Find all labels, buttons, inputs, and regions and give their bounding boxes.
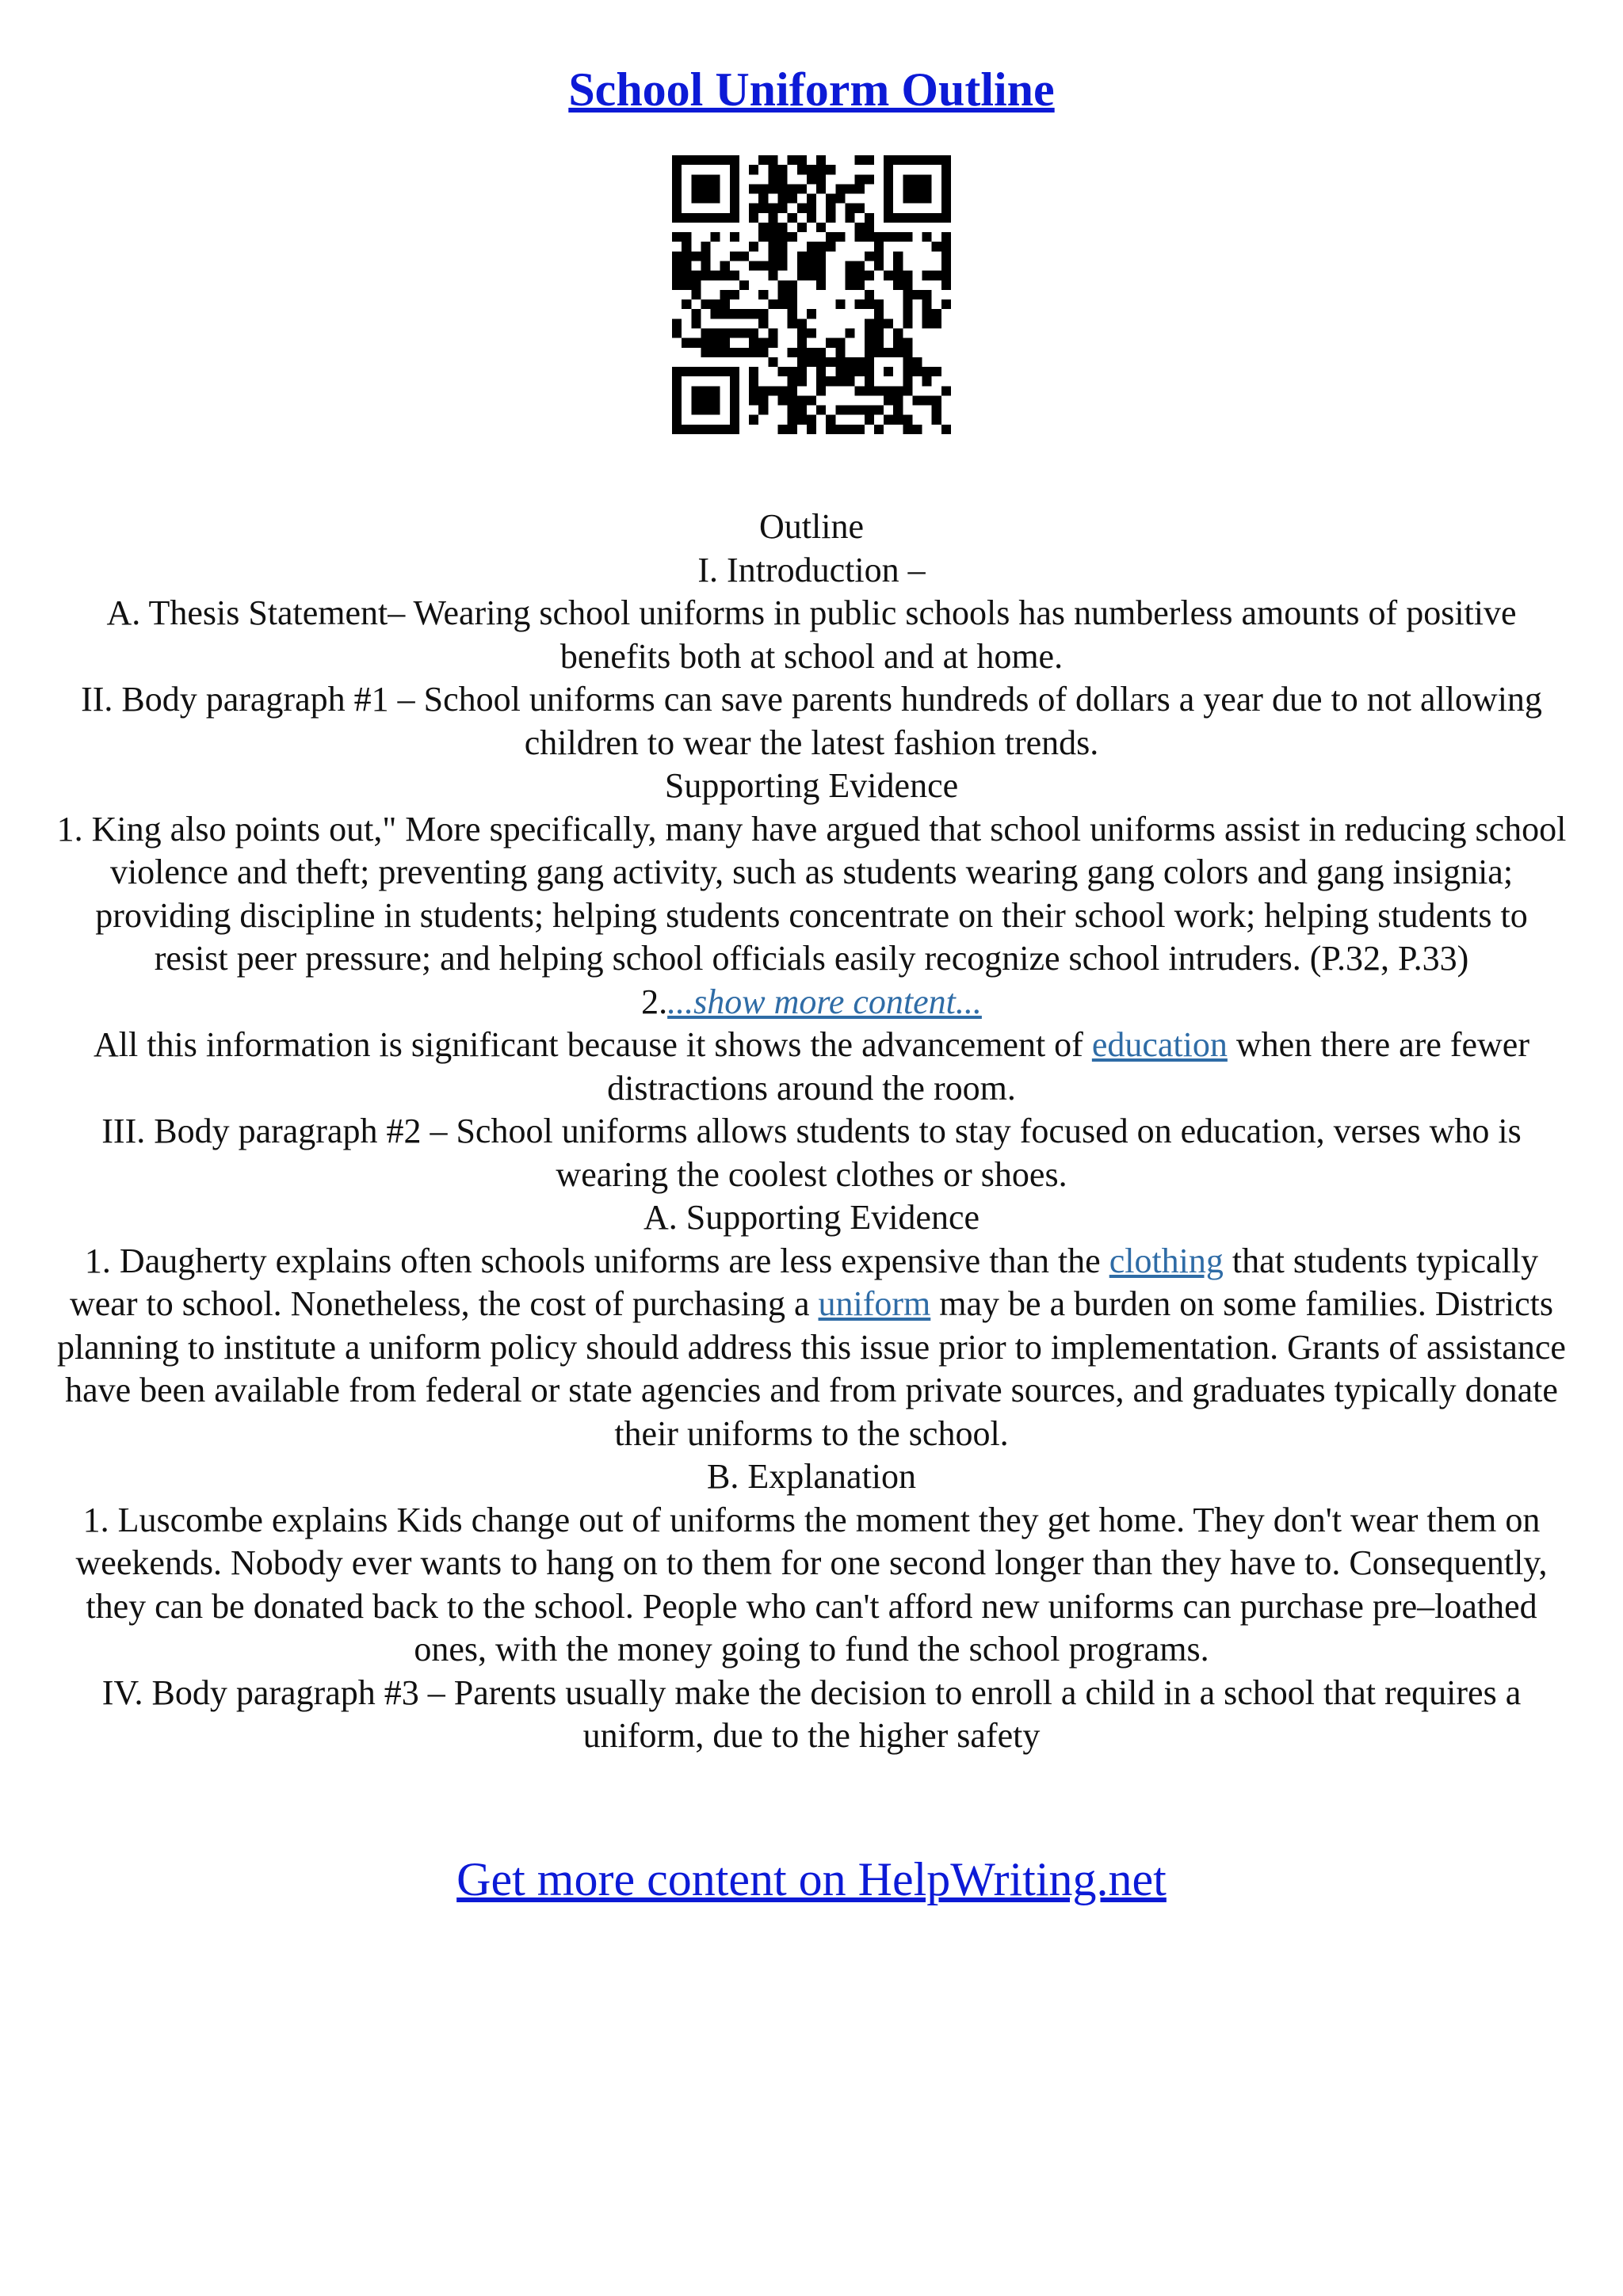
daugherty-part-3: may be a burden on some families. Districts planning to institute a uniform policy should address this issue prior to implementation. Grants of assistance have been available from federal or state agencies and from private sources, and graduates typically donate their uniforms to the school. xyxy=(57,1284,1566,1453)
daugherty-part-1: 1. Daugherty explains often schools uniforms are less expensive than the xyxy=(84,1241,1109,1280)
daugherty-part-2: that students typically wear to school. Nonetheless, the cost of purchasing a xyxy=(69,1241,1539,1323)
thesis-statement: A. Thesis Statement– Wearing school uniforms in public schools has numberless amounts of positive benefits both at school and at home. xyxy=(106,593,1517,676)
education-link[interactable]: education xyxy=(1091,1025,1228,1064)
significance-after: when there are fewer distractions around the room. xyxy=(607,1025,1529,1108)
outline-heading: Outline xyxy=(759,507,864,546)
supporting-evidence-a-heading: A. Supporting Evidence xyxy=(643,1198,980,1237)
get-more-content-link[interactable]: Get more content on HelpWriting.net xyxy=(456,1853,1167,1905)
body-paragraph-3: IV. Body paragraph #3 – Parents usually make the decision to enroll a child in a school that requires a uniform, due to the higher safety xyxy=(101,1672,1522,1755)
cta-line xyxy=(0,1846,1623,1913)
body-paragraph-1: II. Body paragraph #1 – School uniforms can save parents hundreds of dollars a year due to not allowing children to wear the latest fashion trends. xyxy=(81,680,1542,762)
title-link[interactable]: School Uniform Outline xyxy=(568,63,1055,116)
explanation-b-heading: B. Explanation xyxy=(707,1457,916,1496)
clothing-link[interactable]: clothing xyxy=(1109,1241,1224,1280)
supporting-evidence-heading: Supporting Evidence xyxy=(664,766,959,805)
qr-code-icon xyxy=(672,155,951,434)
show-more-link[interactable]: ...show more content... xyxy=(667,982,982,1021)
introduction-heading: I. Introduction – xyxy=(697,550,926,589)
significance-before: All this information is significant because it shows the advancement of xyxy=(94,1025,1092,1064)
item-2 xyxy=(55,981,1568,1024)
significance-text xyxy=(55,1024,1568,1110)
body-paragraph-2: III. Body paragraph #2 – School uniforms allows students to stay focused on education, verses who is wearing the coolest clothes or shoes. xyxy=(101,1112,1522,1194)
uniform-link[interactable]: uniform xyxy=(818,1284,931,1323)
luscombe-text: 1. Luscombe explains Kids change out of uniforms the moment they get home. They don't wear them on weekends. Nobody ever wants to hang on to them for one second longer than they have to. Consequently, they can be donated back to the school. People who can't afford new uniforms can purchase pre–loathed ones, with the money going to fund the school programs. xyxy=(75,1500,1548,1669)
daugherty-text xyxy=(55,1240,1568,1456)
page-title xyxy=(0,54,1623,125)
item-2-number: 2. xyxy=(641,982,668,1021)
outline-body xyxy=(55,505,1568,1758)
king-quote: 1. King also points out," More specifically, many have argued that school uniforms assist in reducing school violence and theft; preventing gang activity, such as students wearing gang colors and gang insignia; providing discipline in students; helping students concentrate on their school work; helping students to resist peer pressure; and helping school officials easily recognize school intruders. (P.32, P.33) xyxy=(56,809,1567,978)
